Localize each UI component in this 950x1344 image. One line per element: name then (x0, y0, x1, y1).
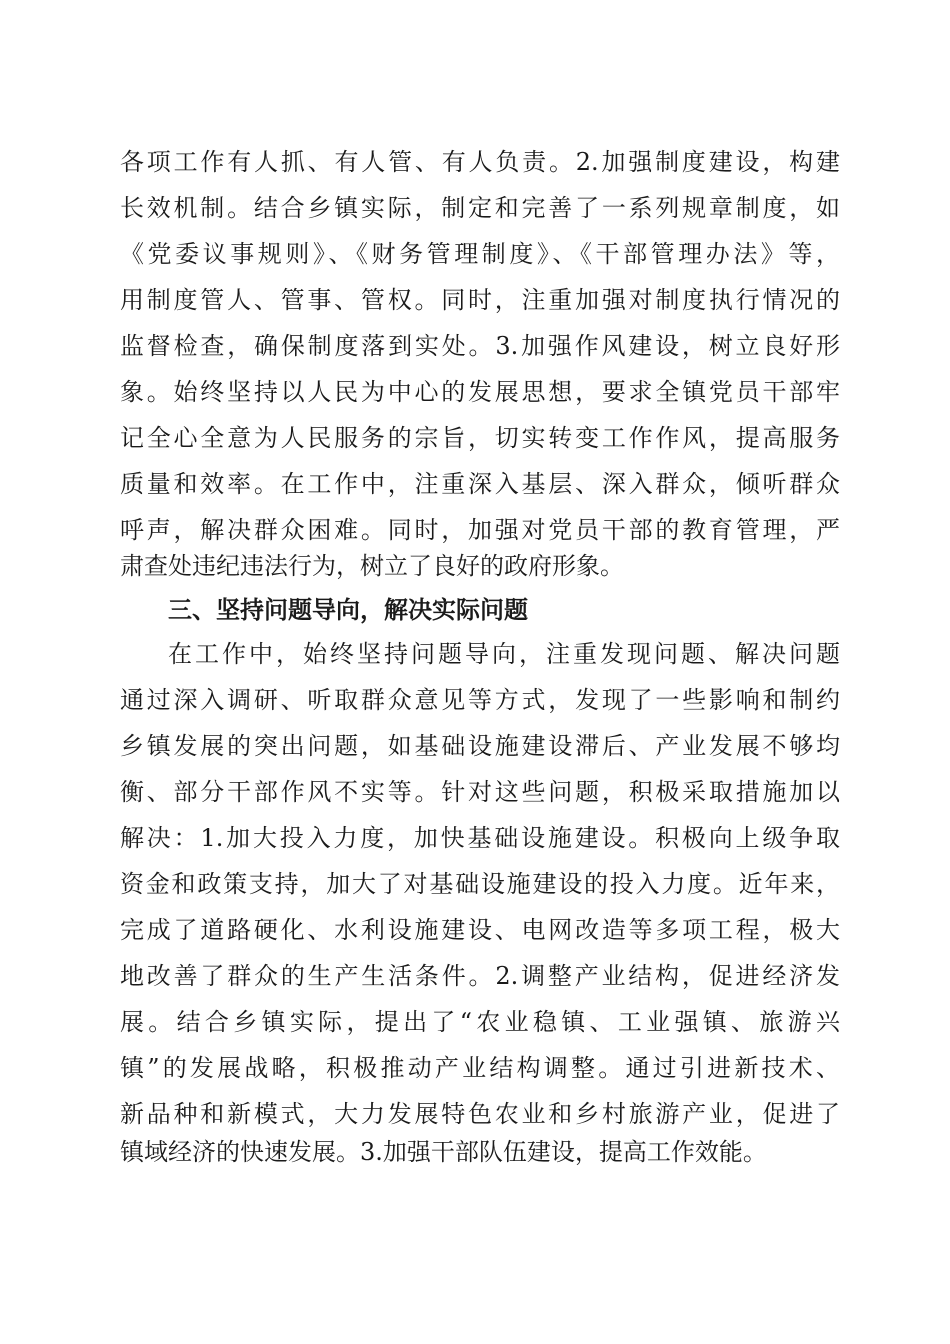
text-line: 完成了道路硬化、水利设施建设、电网改造等多项工程，极大 (120, 916, 840, 944)
text-line: 新品种和新模式，大力发展特色农业和乡村旅游产业，促进了 (120, 1100, 840, 1128)
text-line: 呼声，解决群众困难。同时，加强对党员干部的教育管理，严 (120, 516, 840, 544)
text-line: 各项工作有人抓、有人管、有人负责。2.加强制度建设，构建 (120, 148, 840, 176)
text-line: 监督检查，确保制度落到实处。3.加强作风建设，树立良好形 (120, 332, 840, 360)
text-line: 解决：1.加大投入力度，加快基础设施建设。积极向上级争取 (120, 824, 840, 852)
text-line: 乡镇发展的突出问题，如基础设施建设滞后、产业发展不够均 (120, 732, 840, 760)
text-line: 象。始终坚持以人民为中心的发展思想，要求全镇党员干部牢 (120, 378, 840, 406)
text-line: 质量和效率。在工作中，注重深入基层、深入群众，倾听群众 (120, 470, 840, 498)
text-line: 通过深入调研、听取群众意见等方式，发现了一些影响和制约 (120, 686, 840, 714)
text-line: 长效机制。结合乡镇实际，制定和完善了一系列规章制度，如 (120, 194, 840, 222)
section-heading: 三、坚持问题导向，解决实际问题 (168, 596, 528, 624)
text-line: 用制度管人、管事、管权。同时，注重加强对制度执行情况的 (120, 286, 840, 314)
text-line: 《党委议事规则》、《财务管理制度》、《干部管理办法》等， (120, 240, 840, 268)
text-line: 资金和政策支持，加大了对基础设施建设的投入力度。近年来， (120, 870, 840, 898)
text-line: 展。结合乡镇实际，提出了“农业稳镇、工业强镇、旅游兴 (120, 1008, 840, 1036)
text-line: 记全心全意为人民服务的宗旨，切实转变工作作风，提高服务 (120, 424, 840, 452)
text-line: 肃查处违纪违法行为，树立了良好的政府形象。 (120, 552, 624, 580)
text-line: 地改善了群众的生产生活条件。2.调整产业结构，促进经济发 (120, 962, 840, 990)
text-line: 镇域经济的快速发展。3.加强干部队伍建设，提高工作效能。 (120, 1138, 767, 1166)
text-line: 衡、部分干部作风不实等。针对这些问题，积极采取措施加以 (120, 778, 840, 806)
text-line: 镇”的发展战略，积极推动产业结构调整。通过引进新技术、 (120, 1054, 840, 1082)
text-line: 在工作中，始终坚持问题导向，注重发现问题、解决问题 (168, 640, 840, 668)
